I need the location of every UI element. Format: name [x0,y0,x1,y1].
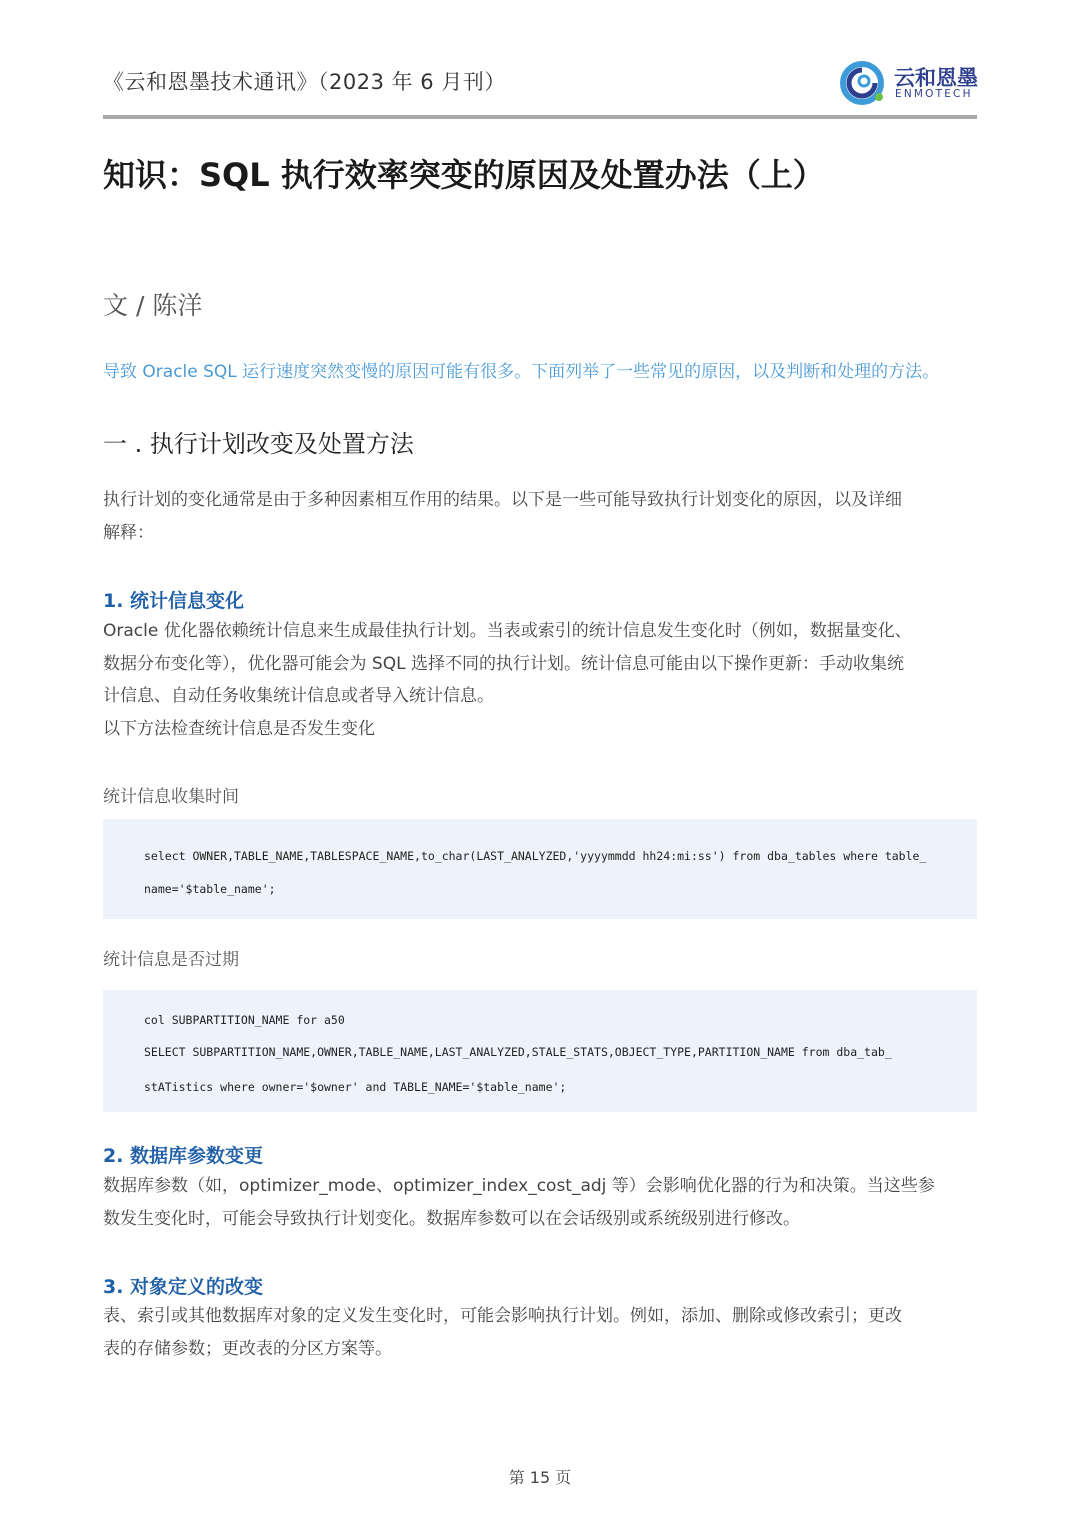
body-line: 数发生变化时，可能会导致执行计划变化。数据库参数可以在会话级别或系统级别进行修改。 [103,1208,800,1229]
body-line: Oracle 优化器依赖统计信息来生成最佳执行计划。当表或索引的统计信息发生变化时（例如，数据量变化、 [103,621,912,641]
body-line: 数据库参数（如，optimizer_mode、optimizer_index_cost_adj 等）会影响优化器的行为和决策。当这些参 [103,1176,935,1196]
code-caption-2: 统计信息是否过期 [103,950,239,970]
section-intro-line: 执行计划的变化通常是由于多种因素相互作用的结果。以下是一些可能导致执行计划变化的原因，以及详细 [103,490,902,510]
subsection-heading-3: 3. 对象定义的改变 [103,1276,264,1298]
body-line: 表、索引或其他数据库对象的定义发生变化时，可能会影响执行计划。例如，添加、删除或修改索引；更改 [103,1306,902,1326]
article-lead: 导致 Oracle SQL 运行速度突然变慢的原因可能有很多。下面列举了一些常见的原因，以及判断和处理的方法。 [103,362,940,382]
logo-name-en: ENMOTECH [895,88,973,100]
code-block-1 [103,819,977,919]
body-line: 数据分布变化等），优化器可能会为 SQL 选择不同的执行计划。统计信息可能由以下操作更新：手动收集统 [103,653,904,674]
code-caption-1: 统计信息收集时间 [103,787,239,807]
code-line: name='$table_name'; [144,882,276,896]
section-heading-1: 一 . 执行计划改变及处置方法 [103,430,414,458]
body-line: 计信息、自动任务收集统计信息或者导入统计信息。 [103,686,494,706]
article-title: 知识：SQL 执行效率突变的原因及处置办法（上） [103,156,825,194]
logo-name-cn: 云和恩墨 [894,66,978,90]
article-author: 文 / 陈洋 [103,291,203,320]
subsection-heading-2: 2. 数据库参数变更 [103,1145,264,1167]
subsection-heading-1: 1. 统计信息变化 [103,590,245,612]
body-line: 以下方法检查统计信息是否发生变化 [103,718,375,739]
enmotech-logo-icon [840,60,886,106]
code-block-2 [103,990,977,1112]
subsection-body-1 [103,615,983,745]
publication-title: 《云和恩墨技术通讯》（2023 年 6 月刊） [103,70,506,94]
page-number: 第 15 页 [508,1468,572,1487]
code-line: SELECT SUBPARTITION_NAME,OWNER,TABLE_NAME,LAST_ANALYZED,STALE_STATS,OBJECT_TYPE,PARTITION_NAME from dba_tab_ [144,1045,892,1059]
section-intro [103,484,983,549]
company-logo [840,58,980,106]
code-line: col SUBPARTITION_NAME for a50 [144,1013,345,1027]
code-line: stATistics where owner='$owner' and TABLE_NAME='$table_name'; [144,1080,567,1094]
header-divider [103,115,977,119]
subsection-body-2 [103,1170,983,1235]
body-line: 表的存储参数；更改表的分区方案等。 [103,1338,392,1359]
code-line: select OWNER,TABLE_NAME,TABLESPACE_NAME,to_char(LAST_ANALYZED,'yyyymmdd hh24:mi:ss') from dba_tables where table_ [144,849,927,863]
subsection-body-3 [103,1300,983,1365]
section-intro-line: 解释： [103,522,154,543]
